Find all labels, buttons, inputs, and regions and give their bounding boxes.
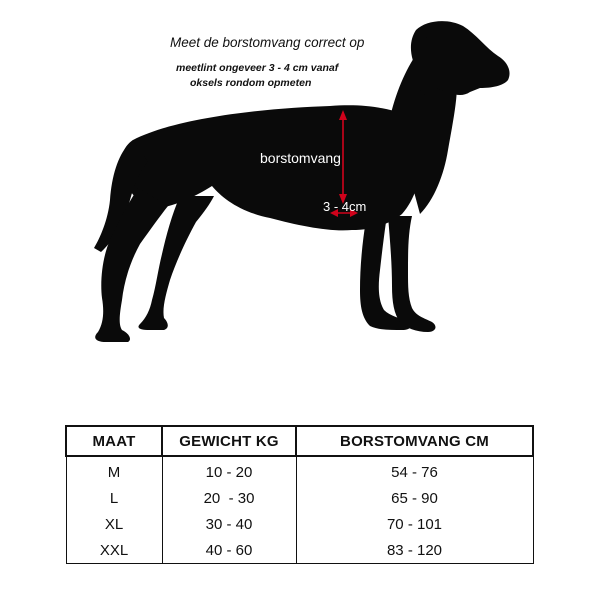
size-table <box>65 425 534 564</box>
cell-size: L <box>66 485 162 511</box>
cell-size: XL <box>66 511 162 537</box>
chest-label: borstomvang <box>260 150 341 166</box>
header-size: MAAT <box>66 426 162 456</box>
gap-label: 3 - 4cm <box>323 199 367 214</box>
cell-chest: 70 - 101 <box>296 511 533 537</box>
cell-weight: 10 - 20 <box>162 456 296 485</box>
size-table-header-row <box>66 426 533 456</box>
header-chest: BORSTOMVANG CM <box>296 426 533 456</box>
diagram-headline: Meet de borstomvang correct op <box>170 35 365 50</box>
table-row <box>66 456 533 485</box>
table-row <box>66 537 533 564</box>
cell-weight: 40 - 60 <box>162 537 296 564</box>
cell-chest: 83 - 120 <box>296 537 533 564</box>
table-row <box>66 511 533 537</box>
instruction-line-1: meetlint ongeveer 3 - 4 cm vanaf <box>176 62 339 74</box>
instruction-line-2: oksels rondom opmeten <box>190 77 312 89</box>
cell-weight: 20 - 30 <box>162 485 296 511</box>
cell-chest: 65 - 90 <box>296 485 533 511</box>
cell-weight: 30 - 40 <box>162 511 296 537</box>
table-row <box>66 485 533 511</box>
cell-size: XXL <box>66 537 162 564</box>
header-weight: GEWICHT KG <box>162 426 296 456</box>
cell-size: M <box>66 456 162 485</box>
cell-chest: 54 - 76 <box>296 456 533 485</box>
